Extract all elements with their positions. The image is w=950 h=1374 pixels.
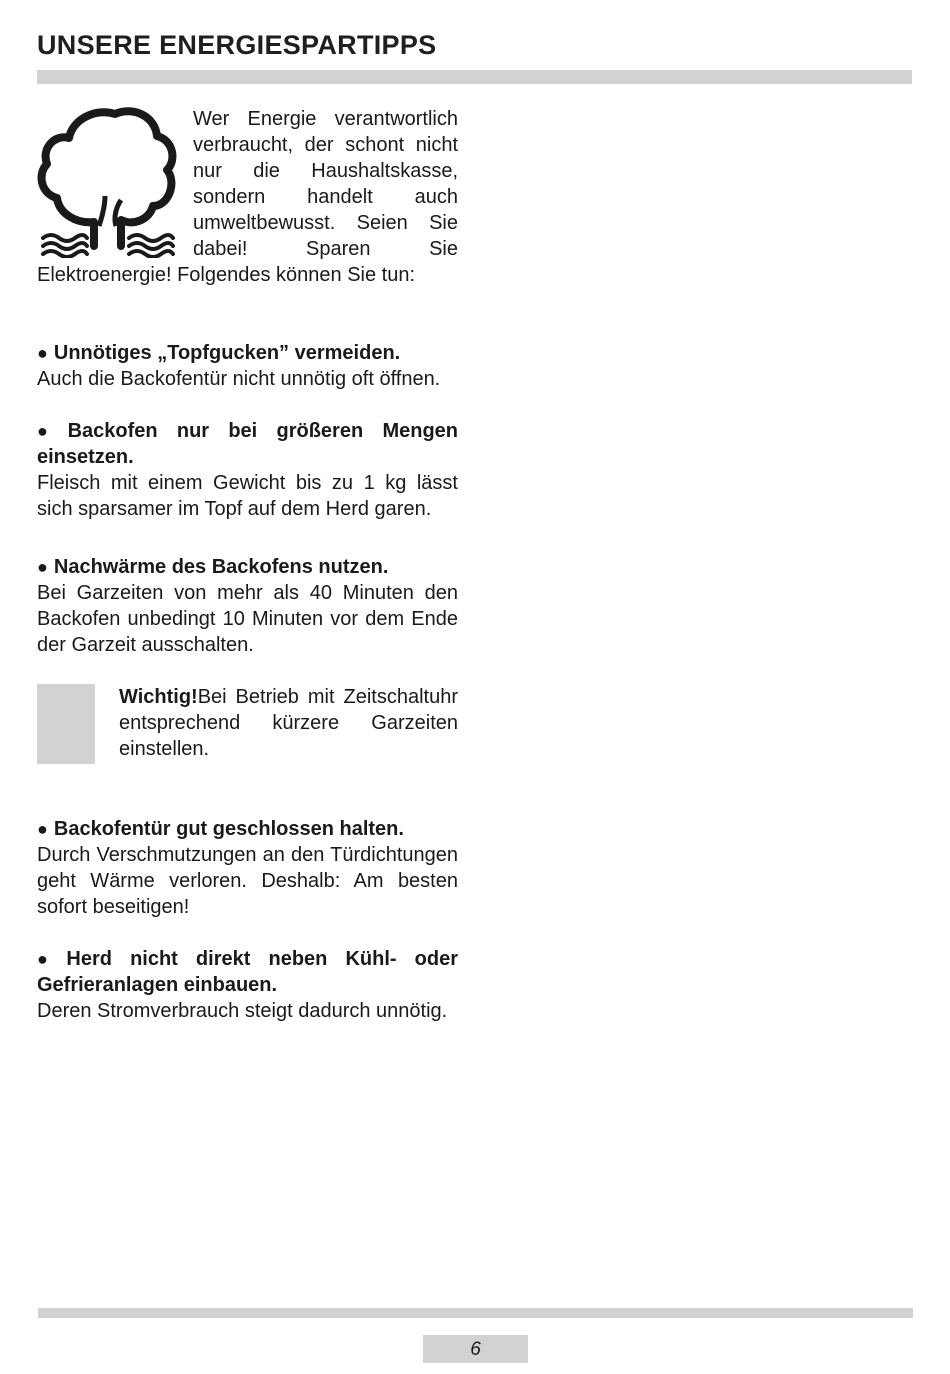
tip-heading: ● Backofentür gut geschlossen halten. bbox=[37, 818, 404, 840]
bullet-icon: ● bbox=[37, 343, 48, 363]
tip-item bbox=[37, 554, 458, 658]
note-label: Wichtig! bbox=[119, 686, 198, 708]
bullet-icon: ● bbox=[37, 949, 61, 969]
bullet-icon: ● bbox=[37, 557, 48, 577]
intro-text: Wer Energie verantwortlich verbraucht, der schont nicht nur die Haushaltskasse, sondern handelt auch umweltbewusst. Seien Sie dabei! Sparen Sie Elektroenergie! Folgendes können Sie tun: bbox=[37, 108, 458, 286]
bullet-icon: ● bbox=[37, 421, 62, 441]
content-column bbox=[37, 106, 458, 1024]
tip-heading: ● Herd nicht direkt neben Kühl- oder Gefrieranlagen einbauen. bbox=[37, 948, 458, 996]
tip-heading: ● Unnötiges „Topfgucken” vermeiden. bbox=[37, 342, 401, 364]
tip-body: Auch die Backofentür nicht unnötig oft öffnen. bbox=[37, 368, 441, 390]
tip-body: Fleisch mit einem Gewicht bis zu 1 kg lässt sich sparsamer im Topf auf dem Herd garen. bbox=[37, 472, 458, 520]
tip-body: Bei Garzeiten von mehr als 40 Minuten den Backofen unbedingt 10 Minuten vor dem Ende der Garzeit ausschalten. bbox=[37, 582, 458, 656]
tip-heading: ● Nachwärme des Backofens nutzen. bbox=[37, 556, 389, 578]
note-marker bbox=[37, 684, 95, 764]
important-note bbox=[37, 684, 458, 764]
tip-body: Durch Verschmutzungen an den Türdichtungen geht Wärme verloren. Deshalb: Am besten sofort beseitigen! bbox=[37, 844, 458, 918]
header-rule bbox=[37, 70, 912, 84]
bullet-icon: ● bbox=[37, 819, 48, 839]
note-text: Bei Betrieb mit Zeitschaltuhr entsprechend kürzere Garzeiten einstellen. bbox=[119, 686, 458, 760]
page-number: 6 bbox=[423, 1335, 528, 1363]
tip-item bbox=[37, 816, 458, 920]
tip-body: Deren Stromverbrauch steigt dadurch unnötig. bbox=[37, 1000, 448, 1022]
tip-heading: ● Backofen nur bei größeren Mengen einsetzen. bbox=[37, 420, 458, 468]
tip-item bbox=[37, 418, 458, 522]
tip-item bbox=[37, 340, 458, 392]
page-title: UNSERE ENERGIESPARTIPPS bbox=[37, 30, 437, 60]
tree-icon bbox=[37, 106, 177, 258]
tip-item bbox=[37, 946, 458, 1024]
footer-rule bbox=[38, 1308, 913, 1318]
